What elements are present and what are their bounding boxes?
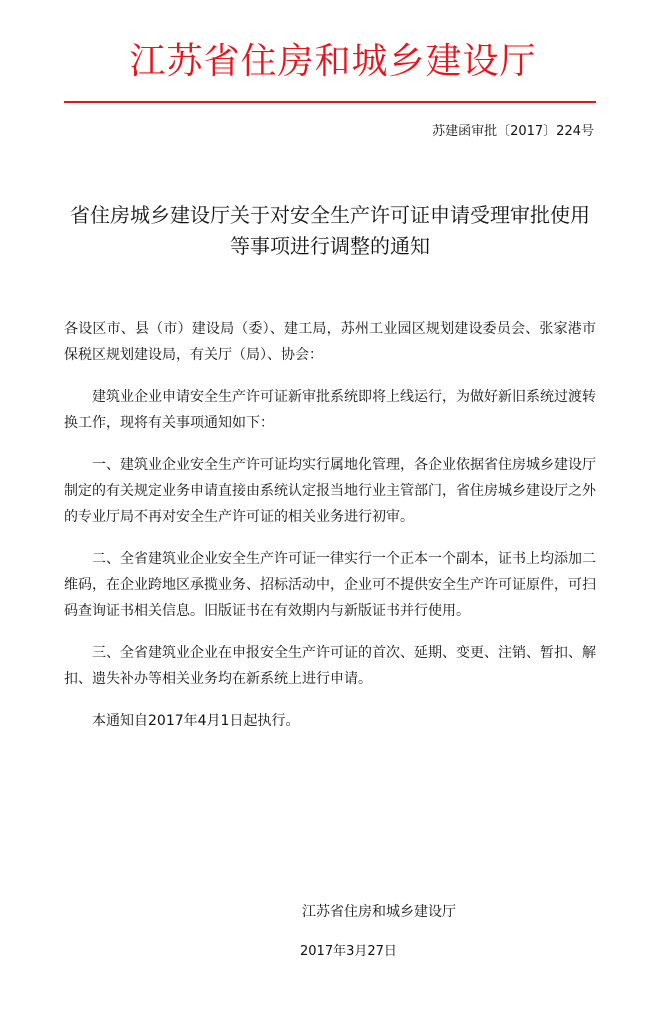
signature-issuer: 江苏省住房和城乡建设厅 (302, 904, 456, 920)
document-number: 苏建函审批〔2017〕224号 (432, 124, 594, 139)
document-title: 省住房城乡建设厅关于对安全生产许可证申请受理审批使用等事项进行调整的通知 (70, 203, 590, 258)
effective-date-paragraph: 本通知自2017年4月1日起执行。 (92, 713, 300, 729)
addressee-paragraph: 各设区市、县（市）建设局（委）、建工局，苏州工业园区规划建设委员会、张家港市保税区规划建设局，有关厅（局）、协会： (64, 321, 596, 363)
intro-paragraph: 建筑业企业申请安全生产许可证新审批系统即将上线运行，为做好新旧系统过渡转换工作，现将有关事项通知如下： (64, 389, 596, 431)
signature-date: 2017年3月27日 (300, 944, 397, 959)
item-one-paragraph: 一、建筑业企业安全生产许可证均实行属地化管理，各企业依据省住房城乡建设厅制定的有关规定业务申请直接由系统认定报当地行业主管部门，省住房城乡建设厅之外的专业厅局不再对安全生产许可证的相关业务进行初审。 (64, 457, 596, 525)
item-three-paragraph: 三、全省建筑业企业在申报安全生产许可证的首次、延期、变更、注销、暂扣、解扣、遗失补办等相关业务均在新系统上进行申请。 (64, 645, 596, 687)
item-two-paragraph: 二、全省建筑业企业安全生产许可证一律实行一个正本一个副本，证书上均添加二维码，在企业跨地区承揽业务、招标活动中，企业可不提供安全生产许可证原件，可扫码查询证书相关信息。旧版证书在有效期内与新版证书并行使用。 (64, 551, 596, 619)
issuer-masthead: 江苏省住房和城乡建设厅 (129, 41, 537, 82)
document-body (64, 316, 596, 750)
red-divider-line (64, 101, 596, 103)
